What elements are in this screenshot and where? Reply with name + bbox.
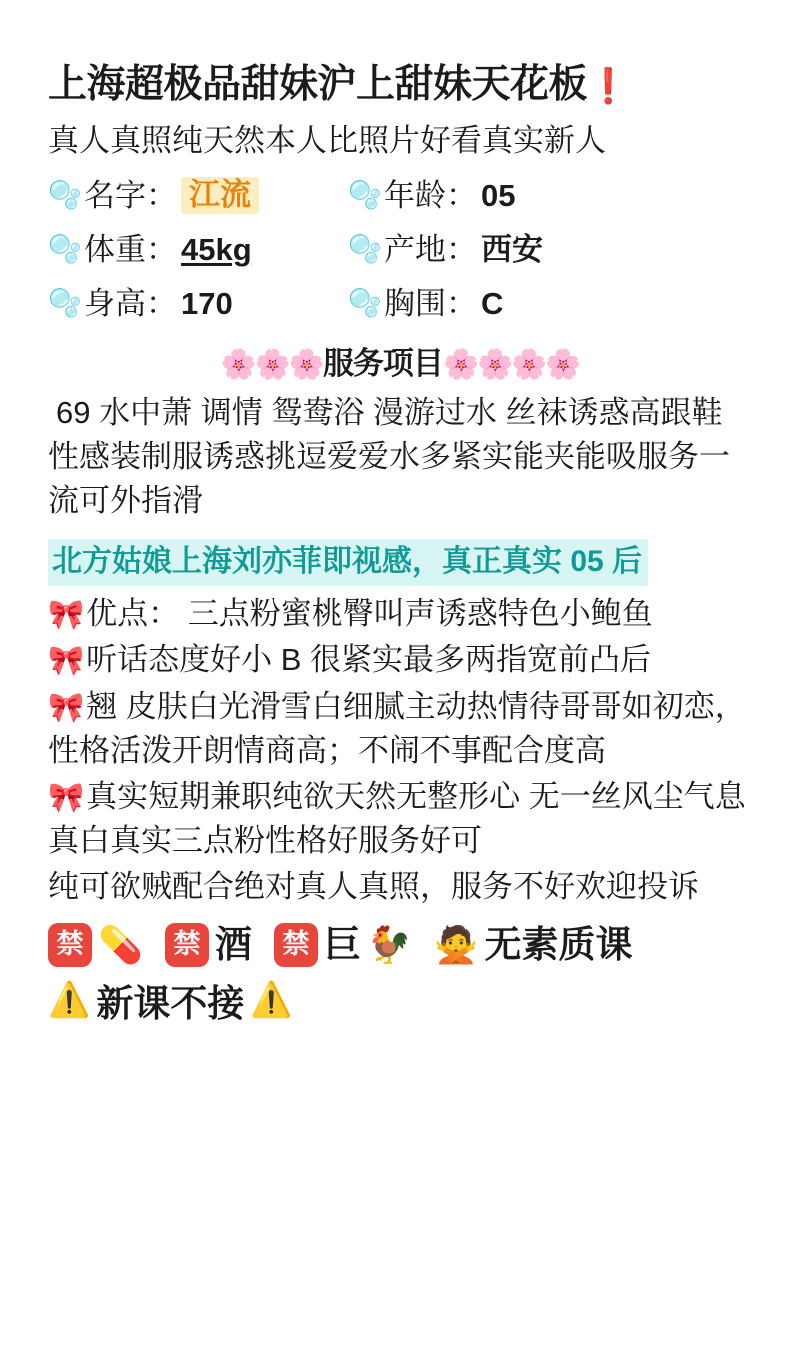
page-title [48, 62, 752, 108]
pill-icon: 💊 [98, 924, 143, 966]
info-label: 胸围： [384, 286, 477, 322]
ribbon-icon: 🎀 [48, 781, 85, 814]
bullet-item [48, 638, 752, 682]
info-item-weight [48, 232, 348, 268]
info-value-name: 江流 [181, 177, 259, 214]
bullet-text: 听话态度好小 B 很紧实最多两指宽前凸后 [86, 642, 652, 678]
restrictions-row [48, 923, 752, 967]
bullet-text: 优点： 三点粉蜜桃臀叫声诱惑特色小鲍鱼 [86, 596, 653, 632]
page-subtitle: 真人真照纯天然本人比照片好看真实新人 [48, 123, 606, 159]
ribbon-icon: 🎀 [48, 691, 85, 724]
person-gesturing-no-icon: 🙅 [433, 924, 479, 966]
ban-label-alcohol: 酒 [214, 923, 252, 965]
bullet-item [48, 775, 752, 863]
bullet-item [48, 685, 752, 773]
info-item-origin [348, 232, 543, 268]
bubbles-icon: 🫧 [348, 180, 382, 211]
service-list-text: 69 水中萧 调情 鸳鸯浴 漫游过水 丝袜诱惑高跟鞋 性感装制服诱惑挑逗爱爱水多紧实能夹能吸服务一流可外指滑 [48, 394, 730, 518]
info-item-height [48, 286, 348, 322]
info-item-age [348, 178, 516, 214]
no-quality-class-label: 无素质课 [484, 923, 633, 965]
bubbles-icon: 🫧 [348, 288, 382, 319]
bubbles-icon: 🫧 [48, 288, 82, 319]
info-label: 年龄： [384, 178, 477, 214]
info-value-height: 170 [181, 286, 233, 322]
highlight-line: 北方姑娘上海刘亦菲即视感，真正真实 05 后 [48, 539, 648, 587]
info-label: 名字： [84, 178, 177, 214]
warning-text: 新课不接 [96, 982, 245, 1024]
flower-icons-right: 🌸🌸🌸🌸 [442, 348, 580, 381]
ban-badge-alcohol: 禁 [165, 923, 209, 967]
info-value-weight: 45kg [181, 232, 252, 268]
bullet-item [48, 592, 752, 636]
bullet-text: 真实短期兼职纯欲天然无整形心 无一丝风尘气息真白真实三点粉性格好服务好可 [48, 778, 746, 858]
bubbles-icon: 🫧 [48, 180, 82, 211]
info-item-bust [348, 286, 504, 322]
flower-icons-left: 🌸🌸🌸 [220, 348, 323, 381]
info-label: 产地： [384, 232, 477, 268]
ban-label-large: 巨 [323, 923, 361, 965]
ban-badge-drugs: 禁 [48, 923, 92, 967]
info-row [48, 223, 752, 277]
info-row [48, 277, 752, 331]
bubbles-icon: 🫧 [48, 234, 82, 265]
warning-row [48, 973, 752, 1027]
closing-text: 纯可欲贼配合绝对真人真照，服务不好欢迎投诉 [48, 868, 699, 904]
ribbon-icon: 🎀 [48, 645, 85, 678]
warning-icon-left: ⚠️ [48, 980, 91, 1019]
service-heading-text: 服务项目 [322, 345, 443, 381]
page-title-text: 上海超极品甜妹沪上甜妹天花板 [48, 63, 588, 106]
bubbles-icon: 🫧 [348, 234, 382, 265]
warning-icon-right: ⚠️ [250, 980, 293, 1019]
info-row [48, 169, 752, 223]
info-label: 身高： [84, 286, 177, 322]
info-value-origin: 西安 [481, 232, 543, 268]
exclamation-icon: ❗ [587, 67, 629, 106]
info-item-name [48, 177, 348, 214]
info-value-age: 05 [481, 178, 516, 214]
ban-badge-large: 禁 [274, 923, 318, 967]
rooster-icon: 🐓 [366, 924, 412, 966]
profile-info-grid [48, 169, 752, 331]
highlight-line-wrapper [48, 529, 752, 593]
service-section-heading [48, 345, 752, 383]
info-value-bust: C [481, 286, 504, 322]
ribbon-icon: 🎀 [48, 599, 85, 632]
bullet-text: 翘 皮肤白光滑雪白细腻主动热情待哥哥如初恋，性格活泼开朗情商高；不闹不事配合度高 [48, 688, 746, 768]
info-label: 体重： [84, 232, 177, 268]
